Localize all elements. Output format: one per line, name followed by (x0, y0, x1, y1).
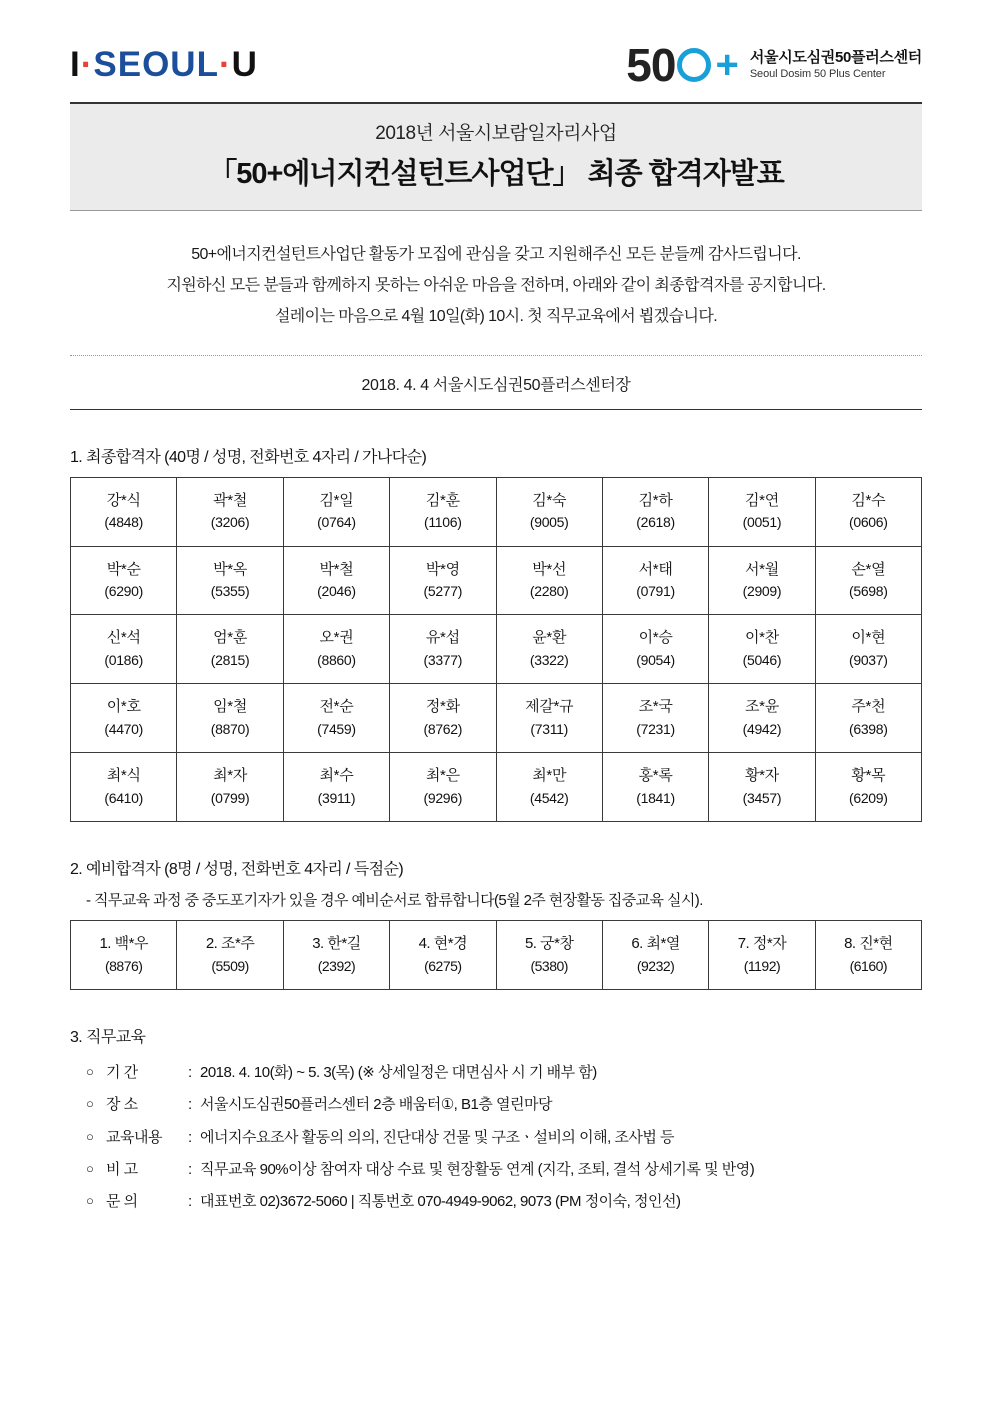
logo-letter-u: U (231, 45, 258, 84)
cell-name: 김*훈 (425, 491, 460, 509)
table-cell (709, 615, 815, 684)
cell-phone: (3457) (742, 789, 782, 806)
list-item-colon: : (188, 1160, 192, 1178)
table-cell (815, 477, 921, 546)
cell-phone: (8860) (317, 651, 356, 668)
table-cell (283, 546, 389, 615)
circle-bullet-icon: ○ (86, 1064, 94, 1080)
table-cell (709, 546, 815, 615)
cell-name: 서*월 (744, 560, 779, 578)
list-item-value: 2018. 4. 10(화) ~ 5. 3(목) (※ 상세일정은 대면심사 시 기 배부 함) (200, 1064, 597, 1082)
cell-phone: (1841) (636, 789, 675, 806)
table-cell (602, 753, 708, 822)
cell-phone: (2618) (636, 513, 675, 530)
fifty-plus-mark (626, 39, 738, 91)
table-cell (390, 684, 496, 753)
table-cell (815, 684, 921, 753)
cell-name: 홍*록 (638, 767, 673, 785)
cell-phone: (0606) (848, 513, 888, 530)
table-row (71, 477, 922, 546)
table-cell (496, 615, 602, 684)
cell-name: 1. 백*우 (99, 935, 148, 953)
training-info-list (86, 1057, 922, 1218)
circle-bullet-icon: ○ (86, 1096, 94, 1112)
cell-name: 황*목 (851, 767, 886, 785)
section-3-title: 3. 직무교육 (70, 1029, 146, 1047)
table-cell (709, 477, 815, 546)
section-1-title: 1. 최종합격자 (40명 / 성명, 전화번호 4자리 / 가나다순) (70, 448, 427, 466)
cell-phone: (5355) (210, 582, 250, 599)
fifty-plus-sign: + (715, 43, 738, 87)
cell-name: 4. 현*경 (418, 935, 468, 953)
center-logo (626, 39, 922, 91)
cell-name: 김*연 (744, 491, 779, 509)
cell-phone: (0186) (104, 651, 144, 668)
cell-phone: (6275) (424, 957, 462, 974)
table-row (71, 615, 922, 684)
table-cell (71, 477, 177, 546)
table-cell (496, 921, 602, 990)
table-cell (177, 546, 283, 615)
final-pass-table (70, 477, 922, 823)
table-cell (496, 684, 602, 753)
cell-phone: (4542) (529, 789, 569, 806)
cell-phone: (0791) (636, 582, 675, 599)
cell-name: 7. 정*자 (737, 935, 787, 953)
cell-phone: (5698) (848, 582, 888, 599)
list-item-colon: : (188, 1193, 192, 1211)
cell-name: 이*호 (106, 698, 141, 716)
cell-phone: (3322) (529, 651, 569, 668)
cell-name: 박*철 (319, 560, 354, 578)
list-item-label: 기 간 (106, 1064, 138, 1082)
cell-phone: (4848) (104, 513, 144, 530)
cell-phone: (5509) (211, 957, 249, 974)
table-cell (177, 753, 283, 822)
table-row (71, 753, 922, 822)
table-cell (602, 684, 708, 753)
cell-phone: (9054) (636, 651, 675, 668)
cell-name: 최*만 (532, 767, 567, 785)
cell-phone: (9037) (848, 651, 888, 668)
cell-name: 박*선 (532, 560, 567, 578)
cell-phone: (8762) (423, 720, 463, 737)
ring-icon (677, 48, 711, 82)
table-cell (177, 921, 283, 990)
page-title: 「50+에너지컨설턴트사업단」 최종 합격자발표 (208, 158, 784, 190)
cell-phone: (2392) (317, 957, 356, 974)
table-cell (602, 615, 708, 684)
center-name-korean: 서울시도심권50플러스센터 (749, 48, 922, 66)
cell-name: 2. 조*주 (205, 935, 255, 953)
cell-phone: (5380) (530, 957, 568, 974)
cell-phone: (3377) (423, 651, 463, 668)
list-item-colon: : (188, 1096, 192, 1114)
list-item-colon: : (188, 1064, 192, 1082)
cell-name: 김*숙 (532, 491, 567, 509)
table-cell (390, 753, 496, 822)
cell-name: 전*순 (319, 698, 354, 716)
table-cell (283, 684, 389, 753)
table-row (71, 684, 922, 753)
cell-name: 신*석 (106, 629, 141, 647)
cell-phone: (8876) (104, 957, 143, 974)
table-cell (283, 921, 389, 990)
table-cell (390, 546, 496, 615)
intro-paragraph (70, 239, 922, 333)
cell-phone: (7459) (317, 720, 356, 737)
cell-name: 박*옥 (213, 560, 248, 578)
cell-name: 6. 최*열 (631, 935, 680, 953)
table-cell (496, 753, 602, 822)
cell-name: 이*찬 (744, 629, 779, 647)
signature-text: 2018. 4. 4 서울시도심권50플러스센터장 (361, 376, 631, 394)
cell-phone: (6410) (104, 789, 144, 806)
cell-name: 오*권 (319, 629, 354, 647)
list-item-value: 직무교육 90%이상 참여자 대상 수료 및 현장활동 연계 (지각, 조퇴, 결석 상세기록 및 반영) (200, 1160, 755, 1178)
table-cell (71, 546, 177, 615)
cell-phone: (2815) (210, 651, 250, 668)
cell-name: 3. 한*길 (312, 935, 361, 953)
table-cell (390, 615, 496, 684)
table-cell (71, 615, 177, 684)
cell-phone: (3911) (317, 789, 356, 806)
fifty-plus-number: 50 (626, 39, 676, 91)
cell-name: 유*섭 (425, 629, 460, 647)
list-item-value: 서울시도심권50플러스센터 2층 배움터①, B1층 열린마당 (200, 1096, 552, 1114)
list-item-label: 문 의 (106, 1193, 138, 1211)
section-2-title: 2. 예비합격자 (8명 / 성명, 전화번호 4자리 / 득점순) (70, 861, 404, 879)
cell-phone: (8870) (210, 720, 250, 737)
cell-name: 주*천 (851, 698, 886, 716)
logo-word-seoul: SEOUL (93, 45, 219, 84)
cell-phone: (4470) (104, 720, 144, 737)
list-item-label: 교육내용 (106, 1128, 162, 1146)
cell-name: 정*화 (425, 698, 460, 716)
cell-name: 임*철 (213, 698, 248, 716)
table-cell (71, 753, 177, 822)
section-2-note: - 직무교육 과정 중 중도포기자가 있을 경우 예비순서로 합류합니다(5월 2주 현장활동 집중교육 실시). (86, 892, 703, 910)
list-item (86, 1089, 922, 1121)
table-cell (283, 753, 389, 822)
cell-name: 제갈*규 (525, 698, 574, 716)
title-block (70, 102, 922, 211)
cell-phone: (3206) (210, 513, 250, 530)
cell-phone: (0051) (742, 513, 782, 530)
cell-name: 곽*철 (213, 491, 248, 509)
cell-phone: (5277) (423, 582, 463, 599)
title-subtitle: 2018년 서울시보람일자리사업 (375, 123, 617, 144)
cell-phone: (2046) (317, 582, 356, 599)
cell-phone: (7311) (530, 720, 568, 737)
table-cell (709, 684, 815, 753)
table-row (71, 546, 922, 615)
logo-dot-icon-2: · (218, 45, 232, 84)
title-band (70, 104, 922, 210)
table-cell (815, 615, 921, 684)
table-cell (709, 921, 815, 990)
cell-name: 김*하 (638, 491, 673, 509)
cell-name: 이*현 (851, 629, 886, 647)
table-cell (496, 546, 602, 615)
logo-dot-icon: · (80, 45, 94, 84)
table-cell (177, 684, 283, 753)
list-item (86, 1057, 922, 1089)
cell-name: 김*수 (851, 491, 886, 509)
cell-phone: (0764) (317, 513, 356, 530)
center-name-english: Seoul Dosim 50 Plus Center (749, 67, 886, 80)
cell-name: 최*수 (319, 767, 354, 785)
table-cell (602, 921, 708, 990)
cell-phone: (0799) (210, 789, 250, 806)
table-cell (390, 477, 496, 546)
cell-name: 황*자 (744, 767, 779, 785)
list-item-colon: : (188, 1128, 192, 1146)
reserve-pass-table (70, 920, 922, 990)
cell-name: 박*순 (106, 560, 141, 578)
logo-letter-i: I (70, 45, 81, 84)
cell-name: 최*은 (425, 767, 460, 785)
table-cell (283, 477, 389, 546)
circle-bullet-icon: ○ (86, 1128, 94, 1144)
cell-name: 서*태 (638, 560, 673, 578)
table-cell (602, 477, 708, 546)
cell-phone: (6160) (849, 957, 888, 974)
table-cell (177, 615, 283, 684)
cell-phone: (6290) (104, 582, 144, 599)
signature-line (70, 355, 922, 410)
cell-phone: (9232) (636, 957, 675, 974)
cell-name: 김*일 (319, 491, 354, 509)
intro-line-3: 설레이는 마음으로 4월 10일(화) 10시. 첫 직무교육에서 뵙겠습니다. (274, 308, 718, 326)
cell-phone: (4942) (742, 720, 782, 737)
cell-name: 5. 궁*창 (524, 935, 574, 953)
cell-name: 이*승 (638, 629, 673, 647)
list-item-label: 비 고 (106, 1160, 138, 1178)
list-item (86, 1186, 922, 1218)
table-cell (815, 546, 921, 615)
cell-phone: (1106) (423, 513, 462, 530)
cell-name: 윤*환 (532, 629, 567, 647)
cell-phone: (2280) (529, 582, 569, 599)
cell-name: 8. 진*현 (844, 935, 893, 953)
list-item-value: 대표번호 02)3672-5060 | 직통번호 070-4949-9062, 9073 (PM 정이숙, 정인선) (200, 1193, 681, 1211)
cell-name: 박*영 (425, 560, 460, 578)
cell-phone: (2909) (742, 582, 782, 599)
cell-phone: (5046) (742, 651, 782, 668)
table-cell (71, 921, 177, 990)
table-cell (71, 684, 177, 753)
table-cell (709, 753, 815, 822)
cell-name: 손*열 (851, 560, 886, 578)
logo-row (0, 0, 992, 91)
cell-name: 엄*훈 (213, 629, 248, 647)
cell-name: 최*자 (213, 767, 248, 785)
list-item (86, 1122, 922, 1154)
cell-phone: (6398) (848, 720, 888, 737)
cell-phone: (6209) (848, 789, 888, 806)
i-seoul-u-logo (70, 45, 258, 85)
table-cell (815, 753, 921, 822)
cell-name: 조*윤 (744, 698, 779, 716)
intro-line-1: 50+에너지컨설턴트사업단 활동가 모집에 관심을 갖고 지원해주신 모든 분들께 감사드립니다. (191, 246, 801, 263)
circle-bullet-icon: ○ (86, 1193, 94, 1209)
center-name (750, 49, 922, 82)
circle-bullet-icon: ○ (86, 1160, 94, 1176)
list-item (86, 1154, 922, 1186)
table-cell (815, 921, 921, 990)
cell-phone: (9005) (529, 513, 569, 530)
cell-name: 강*식 (106, 491, 141, 509)
list-item-label: 장 소 (106, 1096, 138, 1114)
table-cell (283, 615, 389, 684)
cell-name: 최*식 (106, 767, 141, 785)
cell-phone: (1192) (743, 957, 781, 974)
table-row (71, 921, 922, 990)
cell-phone: (7231) (636, 720, 675, 737)
table-cell (496, 477, 602, 546)
list-item-value: 에너지수요조사 활동의 의의, 진단대상 건물 및 구조ㆍ설비의 이해, 조사법 등 (200, 1128, 675, 1146)
table-cell (602, 546, 708, 615)
table-cell (177, 477, 283, 546)
table-cell (390, 921, 496, 990)
intro-line-2: 지원하신 모든 분들과 함께하지 못하는 아쉬운 마음을 전하며, 아래와 같이 최종합격자를 공지합니다. (166, 277, 826, 295)
cell-name: 조*국 (638, 698, 673, 716)
cell-phone: (9296) (423, 789, 463, 806)
